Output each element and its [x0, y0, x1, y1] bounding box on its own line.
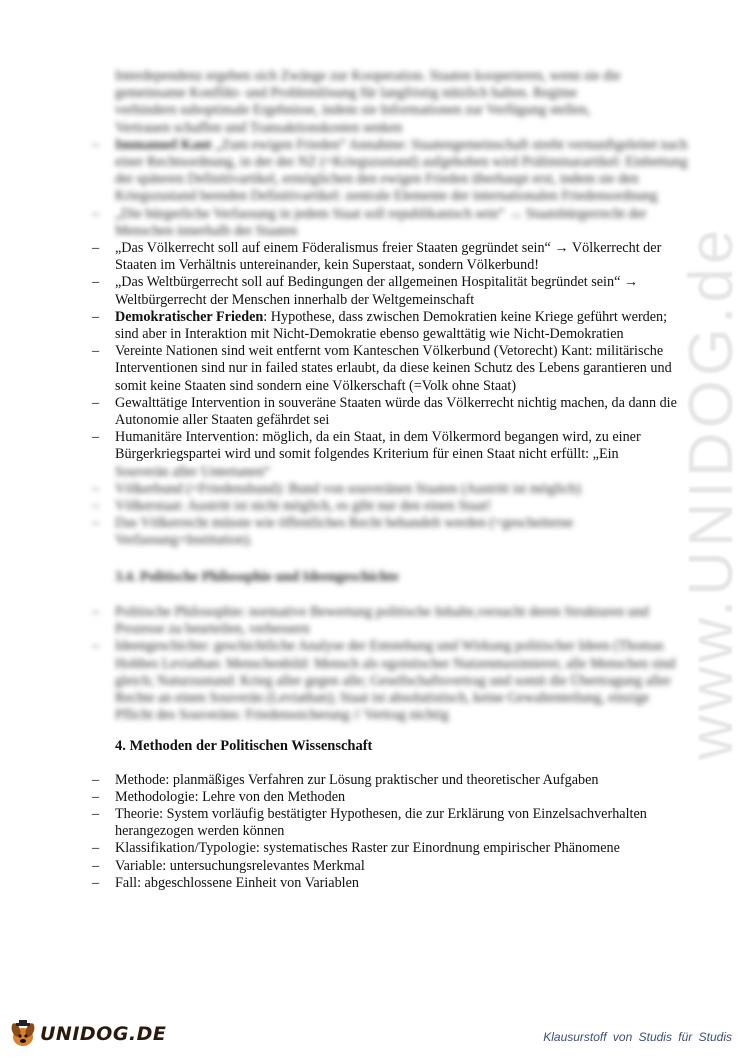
list-item: – Klassifikation/Typologie: systematisches Raster zur Einordnung empirischer Phänomene [88, 840, 688, 857]
blur-list-2 [88, 481, 688, 550]
watermark: www.UNIDOG.de [677, 225, 746, 760]
logo-text: UNIDOG.DE [40, 1023, 167, 1045]
blurred-heading: 3.4. Politische Philosophie und Ideengeschichte [115, 568, 399, 585]
list-item: – Gewalttätige Intervention in souveräne Staaten würde das Völkerrecht nichtig machen, da dann die Autonomie aller Staaten gefährdet sei [88, 395, 688, 429]
list-item: – Immanuel Kant „Zum ewigen Frieden“ Annahme: Staatengemeinschaft strebt vernunftgeleitet nach einer Rechtsordnung, in der der NZ (=Kriegszustand) aufgehoben wird Präliminarartikel: Einbettung der späteren Definitivartikel, ermöglichen den ewigen Frieden überhaupt erst, indem sie den Kriegszustand beenden Definitivartikel: zentrale Elemente der internationalen Friedensordnung [88, 137, 688, 206]
methods-list [88, 772, 688, 892]
list-item: – Demokratischer Frieden: Hypothese, dass zwischen Demokratien keine Kriege geführt werden; sind aber in Interaktion mit Nicht-Demokratie ebenso gewalttätig wie Nicht-Demokratien [88, 309, 688, 343]
blurred-section-top [88, 68, 688, 240]
list-item: – Fall: abgeschlossene Einheit von Variablen [88, 875, 688, 892]
list-item: – Völkerbund (=Friedensbund): Bund von souveränen Staaten (Austritt ist möglich) [88, 481, 688, 498]
unidog-logo[interactable] [8, 1016, 168, 1052]
clear-list [88, 240, 688, 464]
dog-icon [8, 1019, 38, 1049]
list-item: – „Das Weltbürgerrecht soll auf Bedingungen der allgemeinen Hospitalität begründet sein“ → Weltbürgerrecht der Menschen innerhalb der Weltgemeinschaft [88, 274, 688, 308]
list-item: – Das Völkerrecht müsste wie öffentliches Recht behandelt werden (=gescheiterne Verfassung+Institution). [88, 515, 688, 549]
section-title: 4. Methoden der Politischen Wissenschaft [115, 738, 373, 755]
list-item: – Politische Philosophie: normative Bewertung politische Inhalte,versucht deren Strukturen und Prozesse zu beurteilen, verbessern [88, 604, 688, 638]
list-item: – Variable: untersuchungsrelevantes Merkmal [88, 858, 688, 875]
list-item: – „Das Völkerrecht soll auf einem Föderalismus freier Staaten gegründet sein“ → Völkerrecht der Staaten im Verhältnis untereinander, kein Superstaat, sondern Völkerbund! [88, 240, 688, 274]
blur-list-1 [88, 137, 688, 240]
document-content [88, 68, 688, 892]
list-item: – Theorie: System vorläufig bestätigter Hypothesen, die zur Erklärung von Einzelsachverhalten herangezogen werden können [88, 806, 688, 840]
footer-tagline: Klausurstoff von Studis für Studis [543, 1030, 732, 1044]
list-item: – „Die bürgerliche Verfassung in jedem Staat soll republikanisch sein“ → Staatsbürgerrecht der Menschen innerhalb der Staaten [88, 206, 688, 240]
blur-list-3 [88, 604, 688, 724]
list-item: – Methode: planmäßiges Verfahren zur Lösung praktischer und theoretischer Aufgaben [88, 772, 688, 789]
list-item: – Völkerstaat: Austritt ist nicht möglich, es gibt nur den einen Staat! [88, 498, 688, 515]
term-bold: Demokratischer Frieden [115, 308, 264, 325]
list-item: – Ideengeschichte: geschichtliche Analyse der Entstehung und Wirkung politischer Ideen (Thomas Hobbes Leviathan: Menschenbild: Mensch als egoistischer Nutzenmaximierer, alle Menschen sind gleich; Naturzustand: Krieg aller gegen alle; Gesellschaftsvertrag und somit die Übertragung aller Rechte an einen Souverän (Leviathan); Staat ist absolutistisch, keine Gewaltenteilung, einzige Pflicht des Souveräns: Friedenssicherung // Vertrag nichtig [88, 638, 688, 724]
list-item: – Humanitäre Intervention: möglich, da ein Staat, in dem Völkermord begangen wird, zu einer Bürgerkriegspartei wird und somit folgendes Kriterium für einen Staat nicht erfüllt: „Ein [88, 429, 688, 463]
continuation-text: Interdependenz ergeben sich Zwänge zur Kooperation. Staaten kooperieren, wenn sie die gemeinsame Konflikt- und Problemlösung für langfristig nützlich halten. Regime verhindern suboptimale Ergebnisse, indem sie Informationen zur Verfügung stellen, Vertrauen schaffen und Transaktionskosten senken [115, 68, 621, 136]
list-item: – Methodologie: Lehre von den Methoden [88, 789, 688, 806]
list-item: – Vereinte Nationen sind weit entfernt vom Kanteschen Völkerbund (Vetorecht) Kant: militärische Interventionen sind nur in failed states erlaubt, da diese keinen Schutz des Lebens garantieren und somit keine Staaten sind sondern eine Völkerschaft (=Volk ohne Staat) [88, 343, 688, 395]
blurred-section-middle: Souverän aller Untertanen“ – Völkerbund (=Friedensbund): Bund von souveränen Staaten (Austritt ist möglich) – Völkerstaat: Austritt ist nicht möglich, es gibt nur den einen Staat! – Das Völkerrecht müsste wie öffentliches Recht behandelt werden (=gescheiterne Verfassung+Institution). 3.4. Politische Philosophie und Ideengeschichte – Politische Philosophie: normative Bewertung politische Inhalte,versucht deren Strukturen und Prozesse zu beurteilen, verbessern – Ideengeschichte: geschichtliche Analyse der Entstehung und Wirkung politischer Ideen (Thomas Hobbes Leviathan: Menschenbild: Mensch als egoistischer Nutzenmaximierer, alle Menschen sind gleich; Naturzustand: Krieg aller gegen alle; Gesellschaftsvertrag und somit die Übertragung aller Rechte an einen Souverän (Leviathan); Staat ist absolutistisch, keine Gewaltenteilung, einzige Pflicht des Souveräns: Friedenssicherung // Vertrag nichtig [88, 464, 688, 725]
